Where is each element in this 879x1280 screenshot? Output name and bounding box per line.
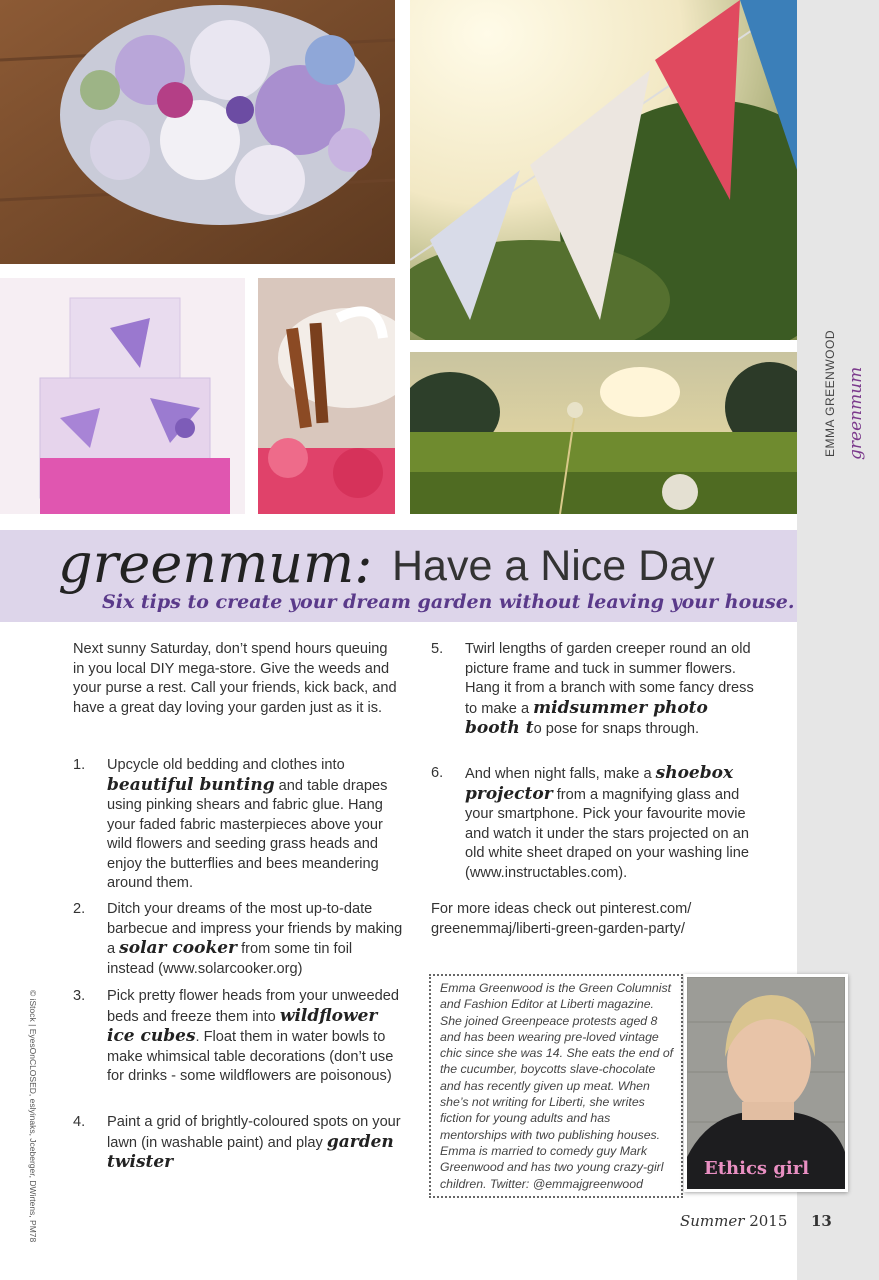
tip-text-after: . Float them in water bowls to make whimsical table decorations (don’t use for drinks - some wildflowers are poisonous)	[107, 1029, 394, 1084]
tshirt-print: Ethics girl	[704, 1158, 810, 1179]
tip-text	[465, 764, 765, 883]
author-bio: Emma Greenwood is the Green Columnist and Fashion Editor at Liberti magazine. She joined Greenpeace protests aged 8 and has been wearing pre-loved vintage chic since she was 14. She eats the end of the cucumber, boycotts slave-chocolate and has recently given up meat. When she’s not writing for Liberti, she writes fiction for young adults and has mentorships with two publishing houses. Emma is married to comedy guy Mark Greenwood and has two young crazy-girl children. Twitter: @emmajgreenwood	[440, 981, 674, 1191]
tip-list-left	[73, 756, 403, 1176]
photo-credit: © iStock | EyesOnCLOSED, eslyinaks, Jceberger, DWirtens, PM78	[28, 990, 38, 1243]
tip-number: 2.	[73, 901, 86, 917]
tip-number: 3.	[73, 988, 86, 1004]
photo-credit-wrap	[26, 990, 50, 1243]
meadow-image	[410, 352, 797, 514]
tip-list-right	[431, 640, 771, 890]
footer-season: Summer	[680, 1212, 745, 1230]
more-ideas: For more ideas check out pinterest.com/ greenemmaj/liberti-green-garden-party/	[431, 901, 692, 937]
article-title: Have a Nice Day	[392, 542, 715, 590]
article-subtitle: Six tips to create your dream garden without leaving your house.	[102, 591, 795, 613]
tip-text-before: Ditch your dreams of the most up-to-date barbecue and impress your friends by making a	[107, 901, 403, 957]
tip-text-before: Twirl lengths of garden creeper round an old picture frame and tuck in summer flowers. Hang it from a branch with some fancy dress to make a	[465, 641, 754, 717]
ice-cubes-photo	[0, 278, 245, 514]
meadow-photo	[410, 352, 797, 514]
tip-text	[465, 640, 765, 740]
tip-highlight: garden twister	[107, 1131, 394, 1172]
tip-text	[107, 756, 403, 894]
tip-text-after: and table drapes using pinking shears and fabric glue. Hang your faded fabric masterpieces above your wild flowers and seeding grass heads and enjoy the butterflies and bees meandering around them.	[107, 777, 388, 891]
bouquet-photo	[0, 0, 395, 264]
tip-text-after: from a magnifying glass and your smartphone. Pick your favourite movie and watch it under the stars projected on an old white sheet draped on your washing line (www.instructables.com).	[465, 786, 749, 881]
tip-highlight: midsummer photo booth t	[465, 697, 708, 738]
tip-text-before: Upcycle old bedding and clothes into	[107, 757, 345, 773]
tip-text-before: And when night falls, make a	[465, 766, 656, 782]
tip-number: 6.	[431, 765, 444, 781]
tip-text-before: Pick pretty flower heads from your unweeded beds and freeze them into	[107, 988, 400, 1025]
tip-text	[107, 900, 403, 979]
author-name: EMMA GREENWOOD	[823, 329, 837, 457]
teacup-photo	[258, 278, 395, 514]
author-portrait	[684, 974, 848, 1192]
tip-number: 5.	[431, 641, 444, 657]
tip-text-before: Paint a grid of brightly-coloured spots on your lawn (in washable paint) and play	[107, 1114, 401, 1151]
tip-text-after: o pose for snaps through.	[533, 721, 700, 737]
side-label	[790, 320, 879, 460]
section-name: greenmum	[846, 366, 866, 460]
tip-number: 1.	[73, 757, 86, 773]
bunting-photo	[410, 0, 797, 340]
tip-highlight: solar cooker	[119, 938, 238, 958]
masthead: greenmum:	[58, 532, 373, 595]
bouquet-image	[0, 0, 395, 264]
footer-issue	[680, 1212, 787, 1230]
intro-paragraph: Next sunny Saturday, don’t spend hours queuing in you local DIY mega-store. Give the weeds and your purse a rest. Call your friends, kick back, and have a great day loving your garden just as it is.	[73, 641, 397, 716]
tip-highlight: shoebox projector	[465, 763, 734, 804]
teacup-image	[258, 278, 395, 514]
footer-year: 2015	[749, 1212, 788, 1230]
ice-cubes-image	[0, 278, 245, 514]
page-number: 13	[811, 1212, 832, 1230]
tip-highlight: wildflower ice cubes	[107, 1005, 378, 1046]
bunting-image	[410, 0, 797, 340]
tip-highlight: beautiful bunting	[107, 774, 275, 795]
tip-text-after: from some tin foil instead (www.solarcooker.org)	[107, 941, 353, 977]
tip-number: 4.	[73, 1114, 86, 1130]
tip-text	[107, 1113, 403, 1174]
tip-text	[107, 987, 403, 1087]
